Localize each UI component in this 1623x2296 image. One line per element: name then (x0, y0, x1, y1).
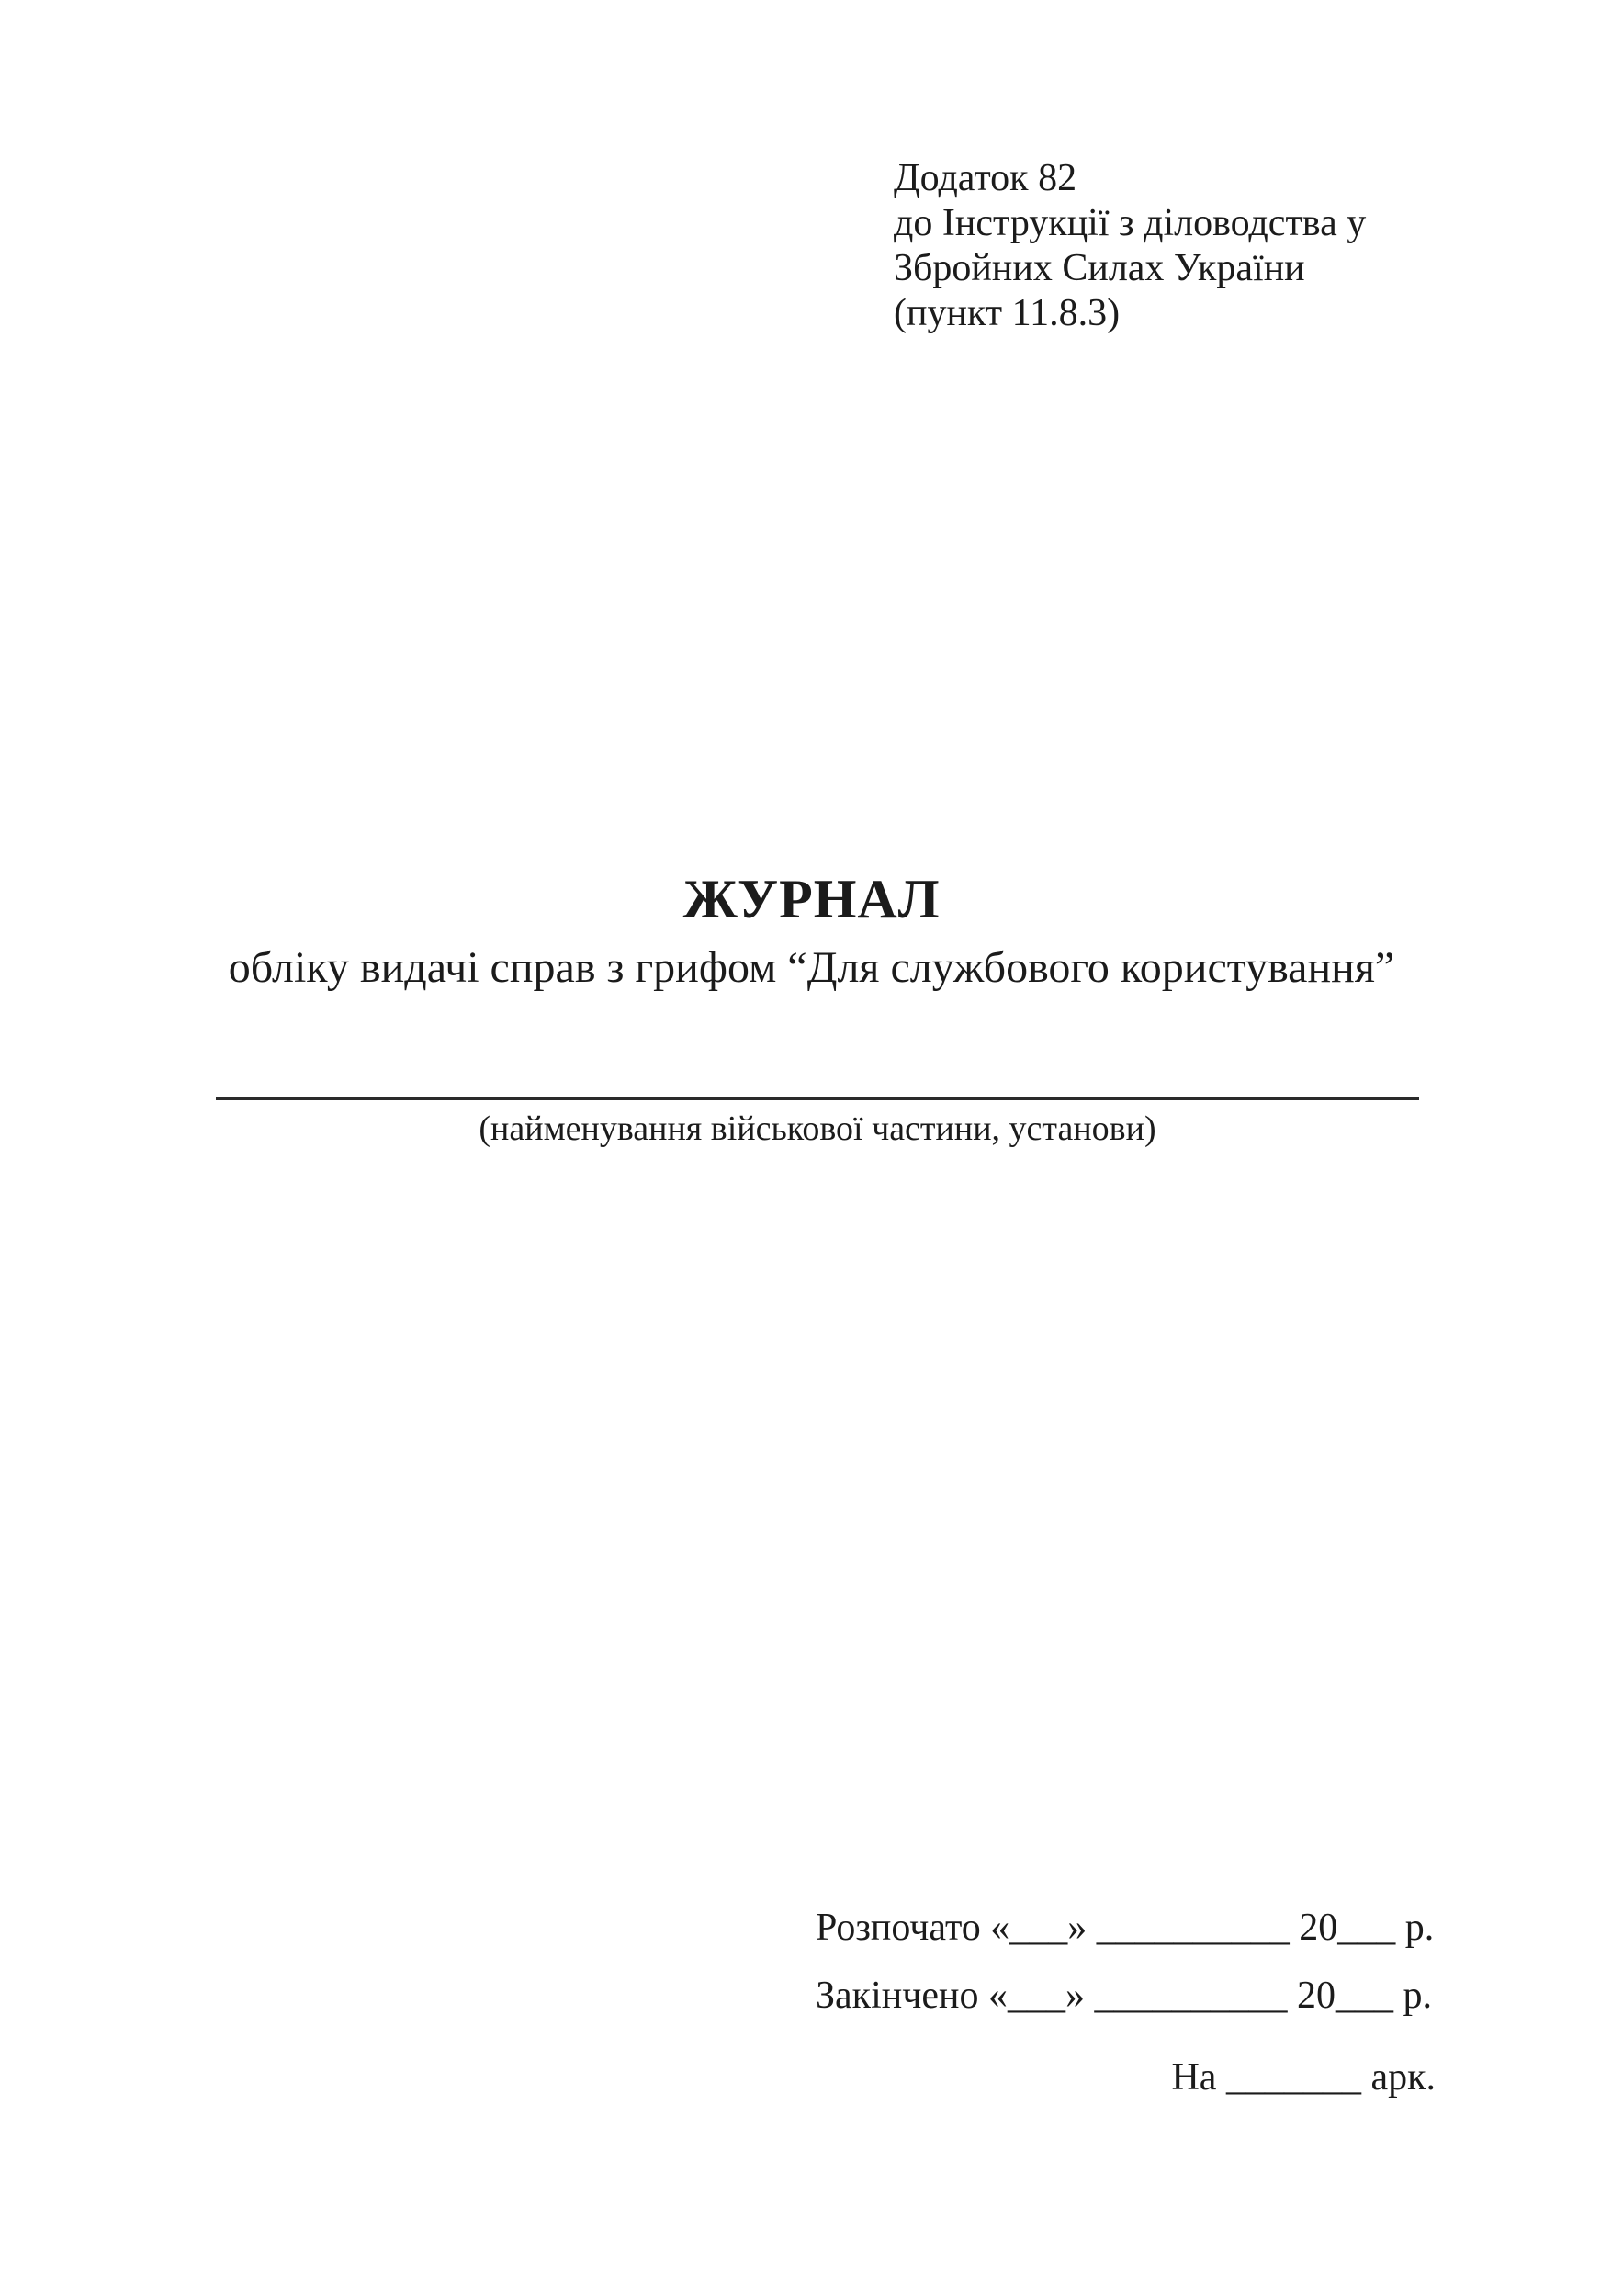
appendix-line-clause: (пункт 11.8.3) (894, 292, 1121, 334)
started-date-line: Розпочато «___» __________ 20___ р. (816, 1907, 1435, 1949)
organisation-name-block (216, 1097, 1419, 1150)
appendix-line-number: Додаток 82 (894, 157, 1077, 199)
appendix-reference-block (894, 156, 1408, 336)
organisation-name-blank-line (216, 1097, 1419, 1100)
document-title: ЖУРНАЛ (682, 869, 941, 929)
appendix-line-armed-forces: Збройних Силах України (894, 247, 1305, 289)
sheet-count-line: На _______ арк. (1171, 2056, 1436, 2099)
document-subtitle: обліку видачі справ з грифом “Для службового користування” (228, 943, 1395, 992)
title-block (0, 869, 1623, 994)
appendix-line-instruction: до Інструкції з діловодства у (894, 202, 1367, 244)
organisation-name-caption: (найменування військової частини, установи) (479, 1109, 1156, 1148)
finished-date-line: Закінчено «___» __________ 20___ р. (816, 1975, 1432, 2017)
